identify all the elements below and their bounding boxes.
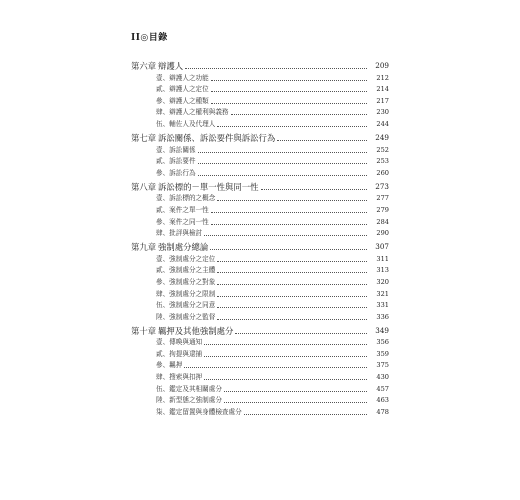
page-number: 349 [375, 325, 389, 335]
toc-entry [131, 252, 389, 264]
page-number: 478 [376, 407, 389, 416]
entry-label: 伍、鑑定及其相關處分 [156, 384, 222, 393]
toc-entry [131, 71, 389, 83]
leader-dots [210, 248, 367, 250]
toc-entry [131, 192, 389, 204]
page-number: 214 [376, 85, 389, 94]
chapter-heading [131, 57, 389, 71]
leader-dots [211, 223, 367, 225]
toc-entry [131, 155, 389, 167]
toc-entry [131, 143, 389, 155]
chapter-title: 強制處分總論 [158, 242, 209, 253]
chapter-title: 辯護人 [158, 61, 184, 71]
entry-label: 壹、強制處分之定位 [156, 254, 216, 263]
toc-entry [131, 166, 389, 178]
entry-label: 貳、案件之單一性 [156, 205, 209, 214]
leader-dots [204, 234, 367, 236]
leader-dots [198, 151, 367, 153]
page-number: 290 [376, 229, 389, 238]
chapter-number: 第七章 [131, 132, 157, 143]
entry-label: 參、強制處分之對象 [156, 277, 216, 286]
toc-entry [131, 203, 389, 215]
entry-label: 參、羈押 [156, 361, 183, 370]
page-number: 279 [376, 205, 389, 214]
leader-dots [217, 318, 367, 320]
toc-entry [131, 370, 389, 382]
leader-dots [211, 90, 367, 92]
entry-label: 參、案件之同一性 [156, 217, 209, 226]
leader-dots [211, 102, 367, 104]
entry-label: 伍、強制處分之同意 [156, 301, 216, 310]
leader-dots [204, 355, 367, 357]
toc-entry [131, 394, 389, 406]
entry-label: 肆、強制處分之限制 [156, 289, 216, 298]
toc-entry [131, 287, 389, 299]
page-number: 463 [376, 396, 389, 405]
entry-label: 伍、輔佐人及代理人 [156, 119, 216, 128]
leader-dots [204, 378, 367, 380]
page-number: 244 [376, 119, 389, 128]
toc-entry [131, 405, 389, 417]
toc-entry [131, 310, 389, 322]
toc-entry [131, 336, 389, 348]
leader-dots [261, 188, 368, 190]
leader-dots [211, 79, 367, 81]
chapter-number: 第十章 [131, 325, 157, 336]
leader-dots [217, 199, 367, 201]
entry-label: 陸、強制處分之監督 [156, 312, 216, 321]
page-number: 457 [376, 384, 389, 393]
entry-label: 參、訴訟行為 [156, 168, 196, 177]
toc-entry [131, 264, 389, 276]
page-number: 336 [376, 312, 389, 321]
entry-label: 貳、訴訟要件 [156, 157, 196, 166]
page-number: 321 [376, 289, 389, 298]
chapter-title: 訴訟關係、訴訟要件與訴訟行為 [158, 132, 276, 143]
page-number: 217 [376, 96, 389, 105]
page-number: 430 [376, 373, 389, 382]
entry-label: 肆、搜索與扣押 [156, 373, 203, 382]
toc-entry [131, 83, 389, 95]
page-number: 359 [376, 349, 389, 358]
entry-label: 貳、拘提與逮捕 [156, 349, 203, 358]
leader-dots [211, 211, 367, 213]
entry-label: 肆、辯護人之權利與義務 [156, 108, 229, 117]
page-number: 277 [376, 194, 389, 203]
leader-dots [204, 343, 367, 345]
page-number: 375 [376, 361, 389, 370]
page-number: 230 [376, 108, 389, 117]
page-number: 311 [376, 254, 389, 263]
leader-dots [277, 139, 367, 141]
entry-label: 貳、辯護人之定位 [156, 85, 209, 94]
toc-entry [131, 382, 389, 394]
page-number: 313 [376, 266, 389, 275]
page-number: 249 [375, 132, 389, 142]
leader-dots [217, 125, 367, 127]
page-number: 284 [376, 217, 389, 226]
toc-entry [131, 275, 389, 287]
leader-dots [185, 67, 367, 69]
chapter-heading [131, 238, 389, 252]
page-number: 260 [376, 168, 389, 177]
chapter-title: 羈押及其他強制處分 [158, 325, 234, 336]
chapter-heading [131, 178, 389, 192]
leader-dots [217, 295, 367, 297]
toc-entry [131, 106, 389, 118]
toc-entry [131, 299, 389, 311]
entry-label: 參、辯護人之種類 [156, 96, 209, 105]
entry-label: 肆、批評與檢討 [156, 229, 203, 238]
leader-dots [198, 174, 367, 176]
leader-dots [231, 113, 367, 115]
toc-entry [131, 227, 389, 239]
toc-entry [131, 347, 389, 359]
entry-label: 貳、強制處分之主體 [156, 266, 216, 275]
page-number: 320 [376, 277, 389, 286]
leader-dots [198, 162, 367, 164]
leader-dots [235, 332, 367, 334]
chapter-number: 第九章 [131, 242, 157, 253]
toc-entry [131, 94, 389, 106]
leader-dots [224, 401, 367, 403]
page-number: 252 [376, 145, 389, 154]
page-number: 212 [376, 73, 389, 82]
entry-label: 柒、鑑定留置與身體檢查處分 [156, 407, 242, 416]
toc-entry [131, 215, 389, 227]
entry-label: 陸、新型態之強制處分 [156, 396, 222, 405]
chapter-heading [131, 322, 389, 336]
entry-label: 壹、訴訟關係 [156, 145, 196, 154]
page-number: 307 [375, 242, 389, 252]
page-number: 253 [376, 157, 389, 166]
entry-label: 壹、辯護人之功能 [156, 73, 209, 82]
table-of-contents [131, 57, 389, 417]
page-number: 356 [376, 338, 389, 347]
chapter-number: 第八章 [131, 181, 157, 192]
toc-entry [131, 359, 389, 371]
chapter-title: 訴訟標的－單一性與同一性 [158, 181, 259, 192]
chapter-number: 第六章 [131, 61, 157, 71]
entry-label: 壹、訴訟標的之概念 [156, 194, 216, 203]
page-number: 209 [375, 61, 389, 70]
leader-dots [184, 366, 367, 368]
leader-dots [224, 390, 367, 392]
entry-label: 壹、傳喚與通知 [156, 338, 203, 347]
leader-dots [217, 306, 367, 308]
chapter-heading [131, 129, 389, 143]
toc-entry [131, 117, 389, 129]
leader-dots [217, 271, 367, 273]
leader-dots [217, 283, 367, 285]
running-head: II◎目錄 [131, 33, 168, 43]
leader-dots [217, 260, 367, 262]
page-number: 331 [376, 301, 389, 310]
page-number: 273 [375, 181, 389, 191]
leader-dots [244, 413, 367, 415]
